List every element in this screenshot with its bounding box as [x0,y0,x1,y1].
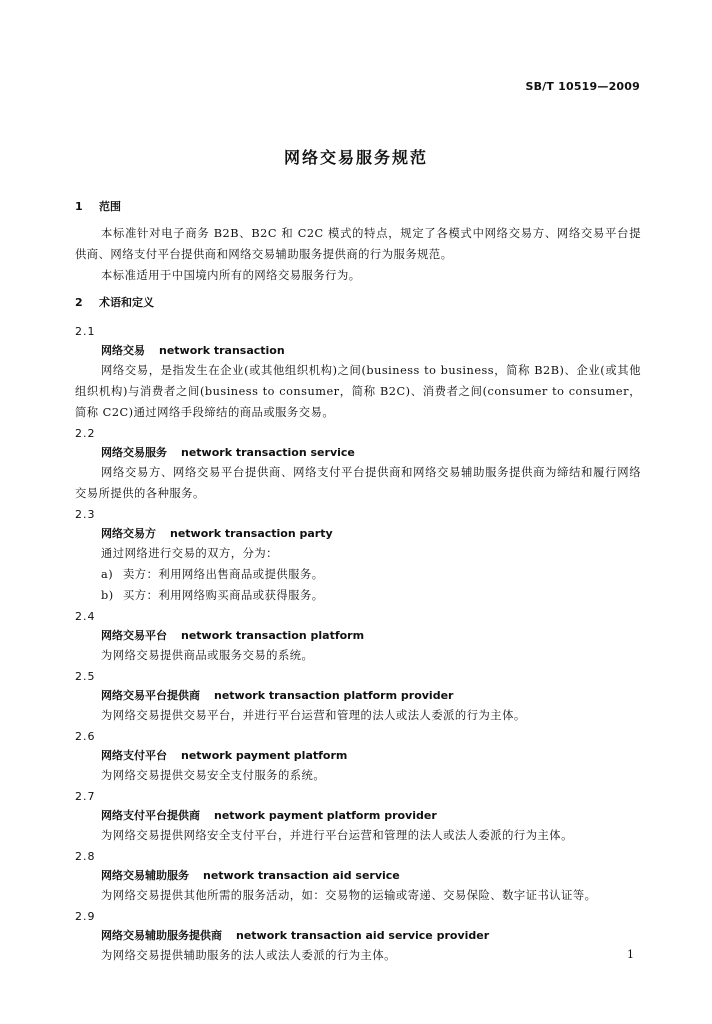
term-cn: 网络交易辅助服务提供商 [101,929,222,942]
term-en: network transaction platform provider [214,689,454,702]
term-number: 2.1 [75,325,96,338]
term-cn: 网络交易服务 [101,446,167,459]
standard-code: SB/T 10519—2009 [525,80,640,93]
section-number: 1 [75,200,83,213]
list-label: b) [101,589,114,602]
term-en: network payment platform [181,749,348,762]
page-number: 1 [627,948,634,961]
section-title: 范围 [99,200,121,213]
term-cn: 网络交易辅助服务 [101,869,189,882]
term-number: 2.6 [75,730,96,743]
term-definition: 网络交易方、网络交易平台提供商、网络支付平台提供商和网络交易辅助服务提供商为缔结和履行网络交易所提供的各种服务。 [75,466,641,500]
term-number: 2.3 [75,508,96,521]
list-text: 买方：利用网络购买商品或获得服务。 [123,589,324,602]
term-number: 2.5 [75,670,96,683]
term-heading [101,524,641,543]
section-2-heading [75,292,641,313]
term-cn: 网络交易平台提供商 [101,689,200,702]
term-heading [101,443,641,462]
term-definition: 通过网络进行交易的双方，分为： [101,547,278,560]
list-label: a) [101,568,114,581]
section-title: 术语和定义 [99,296,154,309]
term-en: network transaction aid service provider [236,929,490,942]
list-item-b [101,585,641,606]
term-number: 2.7 [75,790,96,803]
term-cn: 网络支付平台提供商 [101,809,200,822]
term-heading [101,341,641,360]
term-number: 2.9 [75,910,96,923]
list-item-a [101,564,641,585]
term-definition: 为网络交易提供交易安全支付服务的系统。 [101,769,326,782]
term-en: network transaction [159,344,285,357]
term-definition: 为网络交易提供商品或服务交易的系统。 [101,649,314,662]
section-number: 2 [75,296,83,309]
term-definition: 为网络交易提供交易平台，并进行平台运营和管理的法人或法人委派的行为主体。 [101,709,526,722]
term-heading [101,686,641,705]
term-definition: 为网络交易提供辅助服务的法人或法人委派的行为主体。 [101,949,396,962]
term-en: network transaction platform [181,629,365,642]
term-cn: 网络交易方 [101,527,156,540]
term-number: 2.4 [75,610,96,623]
scope-paragraph-1: 本标准针对电子商务 B2B、B2C 和 C2C 模式的特点，规定了各模式中网络交易方、网络交易平台提供商、网络支付平台提供商和网络交易辅助服务提供商的行为服务规范。 [75,227,641,261]
term-number: 2.8 [75,850,96,863]
document-body [75,196,641,966]
term-heading [101,746,641,765]
term-en: network payment platform provider [214,809,437,822]
term-heading [101,806,641,825]
term-en: network transaction party [170,527,333,540]
term-cn: 网络交易平台 [101,629,167,642]
term-definition: 为网络交易提供网络安全支付平台，并进行平台运营和管理的法人或法人委派的行为主体。 [101,829,573,842]
document-title: 网络交易服务规范 [283,148,428,167]
term-en: network transaction aid service [203,869,400,882]
term-heading [101,626,641,645]
term-cn: 网络交易 [101,344,145,357]
scope-paragraph-2: 本标准适用于中国境内所有的网络交易服务行为。 [101,269,361,282]
term-definition: 网络交易，是指发生在企业(或其他组织机构)之间(business to business，简称 B2B)、企业(或其他组织机构)与消费者之间(business to consumer，简称 B2C)、消费者之间(consumer to consumer，简称 C2C)通过网络手段缔结的商品或服务交易。 [75,364,641,419]
term-cn: 网络支付平台 [101,749,167,762]
term-heading [101,866,641,885]
term-heading [101,926,641,945]
term-number: 2.2 [75,427,96,440]
term-definition: 为网络交易提供其他所需的服务活动，如：交易物的运输或寄递、交易保险、数字证书认证等。 [101,889,597,902]
section-1-heading [75,196,641,217]
list-text: 卖方：利用网络出售商品或提供服务。 [123,568,324,581]
term-en: network transaction service [181,446,355,459]
